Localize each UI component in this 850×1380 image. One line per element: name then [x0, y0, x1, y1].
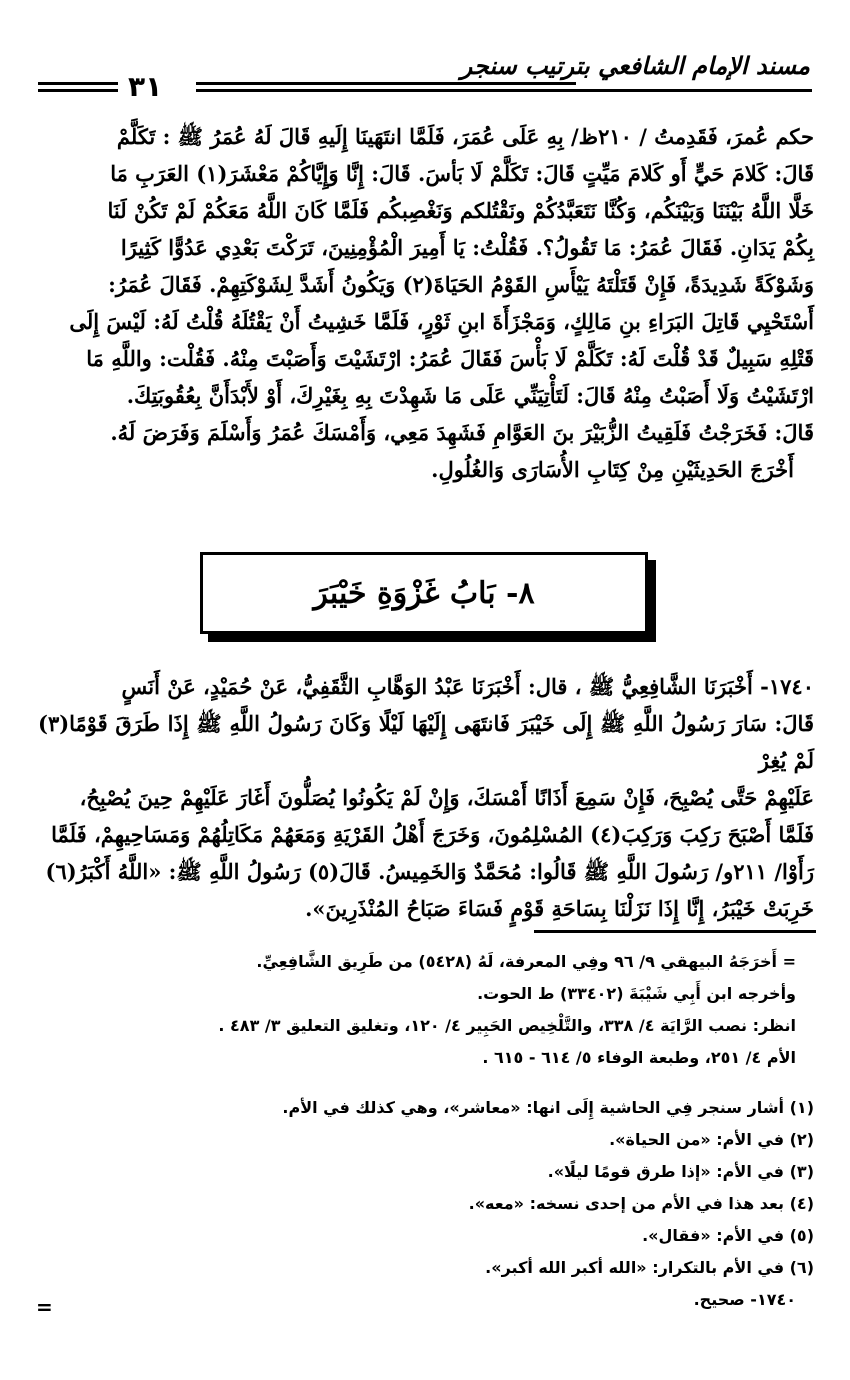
text-line: قَالَ: فَخَرَجْتُ فَلَقِيتُ الزُّبَيْرَ بنَ العَوَّامِ فَشَهِدَ مَعِي، وَأَمْسَكَ عُمَرُ وَأَسْلَمَ وَفَرَضَ لَهُ.	[110, 420, 814, 445]
footnote-line: (١) أشار سنجر فِي الحاشية إِلَى انها: «معاشر»، وهي كذلك في الأم.	[282, 1098, 814, 1117]
footnote-line: انظر: نصب الرَّايَة ٤/ ٣٣٨، والتَّلْخِيص الحَبِير ٤/ ١٢٠، وتغليق التعليق ٣/ ٤٨٣ .	[218, 1016, 796, 1035]
text-line: خَرِبَتْ خَيْبَرُ، إِنَّا إِذَا نَزَلْنَا بِسَاحَةِ قَوْمٍ فَسَاءَ صَبَاحُ المُنْذَرِينَ».	[305, 896, 814, 921]
header-rule-left	[38, 82, 118, 92]
text-line: ارْتَشَيْتُ وَلَا أَصَبْتُ مِنْهُ قَالَ: لَتَأْتِيَنِّي عَلَى مَا شَهِدْتَ بِهِ بِغَيْرِكَ، أَوْ لأَبْدَأَنَّ بِعُقُوبَتِكَ.	[126, 383, 814, 408]
text-line: رَأَوْا/ ٢١١و/ رَسُولَ اللَّهِ ﷺ قَالُوا: مُحَمَّدٌ وَالخَمِيسُ. قَالَ(٥) رَسُولُ اللَّهِ ﷺ: «اللَّهُ أَكْبَرُ(٦)	[45, 859, 814, 884]
header-rule-middle	[196, 82, 576, 92]
text-line: عَلَيْهِمْ حَتَّى يُصْبِحَ، فَإِنْ سَمِعَ أَذَانًا أَمْسَكَ، وَإِنْ لَمْ يَكُونُوا يُصَلُّونَ أَغَارَ عَلَيْهِمْ حِينَ يُصْبِحُ،	[79, 785, 814, 810]
footnote-separator	[534, 930, 816, 933]
footnote-line: (٣) في الأم: «إذا طرق قومًا ليلًا».	[547, 1162, 814, 1181]
text-line: قَالَ: كَلامَ حَيٍّ أَو كَلامَ مَيِّتٍ قَالَ: تَكَلَّمْ لَا بَأسَ. قَالَ: إِنَّا وَإِيَّاكُمْ مَعْشَرَ(١) العَرَبِ مَا	[110, 161, 814, 186]
chapter-heading: ٨- بَابُ غَزْوَةِ خَيْبَرَ	[313, 575, 535, 611]
header-rule-right	[576, 80, 812, 92]
text-line: فَلَمَّا أَصْبَحَ رَكِبَ وَرَكِبَ(٤) المُسْلِمُونَ، وَخَرَجَ أَهْلُ القَرْيَةِ وَمَعَهُمْ مَكَاتِلُهُمْ وَمَسَاحِيهِمْ، فَلَمَّا	[51, 822, 814, 847]
text-line: ١٧٤٠- أَخْبَرَنَا الشَّافِعِيُّ ﷺ ، قال: أَخْبَرَنَا عَبْدُ الوَهَّابِ الثَّقَفِيُّ، عَنْ حُمَيْدٍ، عَنْ أَنَسٍ	[121, 674, 814, 699]
footnotes-continued	[38, 946, 814, 1074]
text-line: أَسْتَحْيِي قَاتِلَ البَرَاءِ بنِ مَالِكٍ، وَمَجْزَأَةَ ابنِ ثَوْرٍ، فَلَمَّا خَشِيتُ أَنْ يَقْتُلَهُ قُلْتُ لَهُ: لَيْسَ إِلَى	[69, 309, 814, 334]
footnote-line: = أَخرَجَهُ البيهقي ٩/ ٩٦ وفِي المعرفة، لَهُ (٥٤٢٨) من طَرِيق الشَّافِعِيِّ.	[256, 952, 796, 971]
footnotes-numbered	[38, 1092, 814, 1316]
page-number: ٣١	[128, 70, 163, 103]
passage-2	[38, 668, 814, 927]
text-line: حكم عُمرَ، فَقَدِمتُ / ٢١٠ظ/ بِهِ عَلَى عُمَرَ، فَلَمَّا انتَهَينَا إِلَيهِ قَالَ لَهُ عُمَرُ ﷺ : تَكَلَّمْ	[116, 124, 814, 149]
continuation-mark: =	[36, 1295, 53, 1319]
footnote-line: الأم ٤/ ٢٥١، وطبعة الوفاء ٥/ ٦١٤ - ٦١٥ .	[482, 1048, 796, 1067]
passage-1	[38, 118, 814, 488]
running-header-title: مسند الإمام الشافعي بترتيب سنجر	[460, 52, 810, 80]
footnote-line: (٦) في الأم بالتكرار: «الله أكبر الله أكبر».	[485, 1258, 814, 1277]
footnote-line: ١٧٤٠- صحيح.	[693, 1290, 796, 1309]
text-line: أَخْرَجَ الحَدِيثَيْنِ مِنْ كِتَابِ الأُسَارَى وَالغُلُولِ.	[431, 457, 794, 482]
footnote-line: (٥) في الأم: «فقال».	[642, 1226, 814, 1245]
text-line: قَالَ: سَارَ رَسُولُ اللَّهِ ﷺ إِلَى خَيْبَرَ فَانتَهَى إِلَيْهَا لَيْلًا وَكَانَ رَسُولُ اللَّهِ ﷺ إِذَا طَرَقَ قَوْمًا(٣) لَمْ يُغِرْ	[38, 711, 814, 773]
chapter-heading-box	[200, 552, 648, 634]
text-line: وَشَوْكَةً شَدِيدَةً، فَإِنْ قَتَلْتَهُ يَيْأَسِ القَوْمُ الحَيَاةَ(٢) وَيَكُونُ أَشَدَّ لِشَوْكَتِهِمْ. فَقَالَ عُمَرُ:	[108, 272, 814, 297]
text-line: قَتْلِهِ سَبِيلٌ قَدْ قُلْتَ لَهُ: تَكَلَّمْ لَا بَأْسَ فَقَالَ عُمَرُ: ارْتَشَيْتَ وَأَصَبْتَ مِنْهُ. فَقُلْت: واللَّهِ مَا	[86, 346, 814, 371]
footnote-line: (٢) في الأم: «من الحياة».	[609, 1130, 814, 1149]
footnote-line: (٤) بعد هذا في الأم من إحدى نسخه: «معه».	[468, 1194, 814, 1213]
footnote-line: وأخرجه ابن أَبِي شَيْبَةَ (٣٣٤٠٢) ط الحوت.	[477, 984, 796, 1003]
text-line: خَلَّا اللَّهُ بَيْنَنَا وَبَيْنَكُم، وَكُنَّا نَتَعَبَّدُكُمْ ونَقْتُلكم وَنَغْصِبكُم فَلَمَّا كَانَ اللَّهُ مَعَكُمْ لَمْ تَكُنْ لَنَا	[107, 198, 814, 223]
text-line: بِكُمْ يَدَانِ. فَقَالَ عُمَرُ: مَا تَقُولُ؟. فَقُلْتُ: يَا أَمِيرَ الْمُؤْمِنِينَ، تَرَكْتَ بَعْدِي عَدُوًّا كَثِيرًا	[120, 235, 814, 260]
